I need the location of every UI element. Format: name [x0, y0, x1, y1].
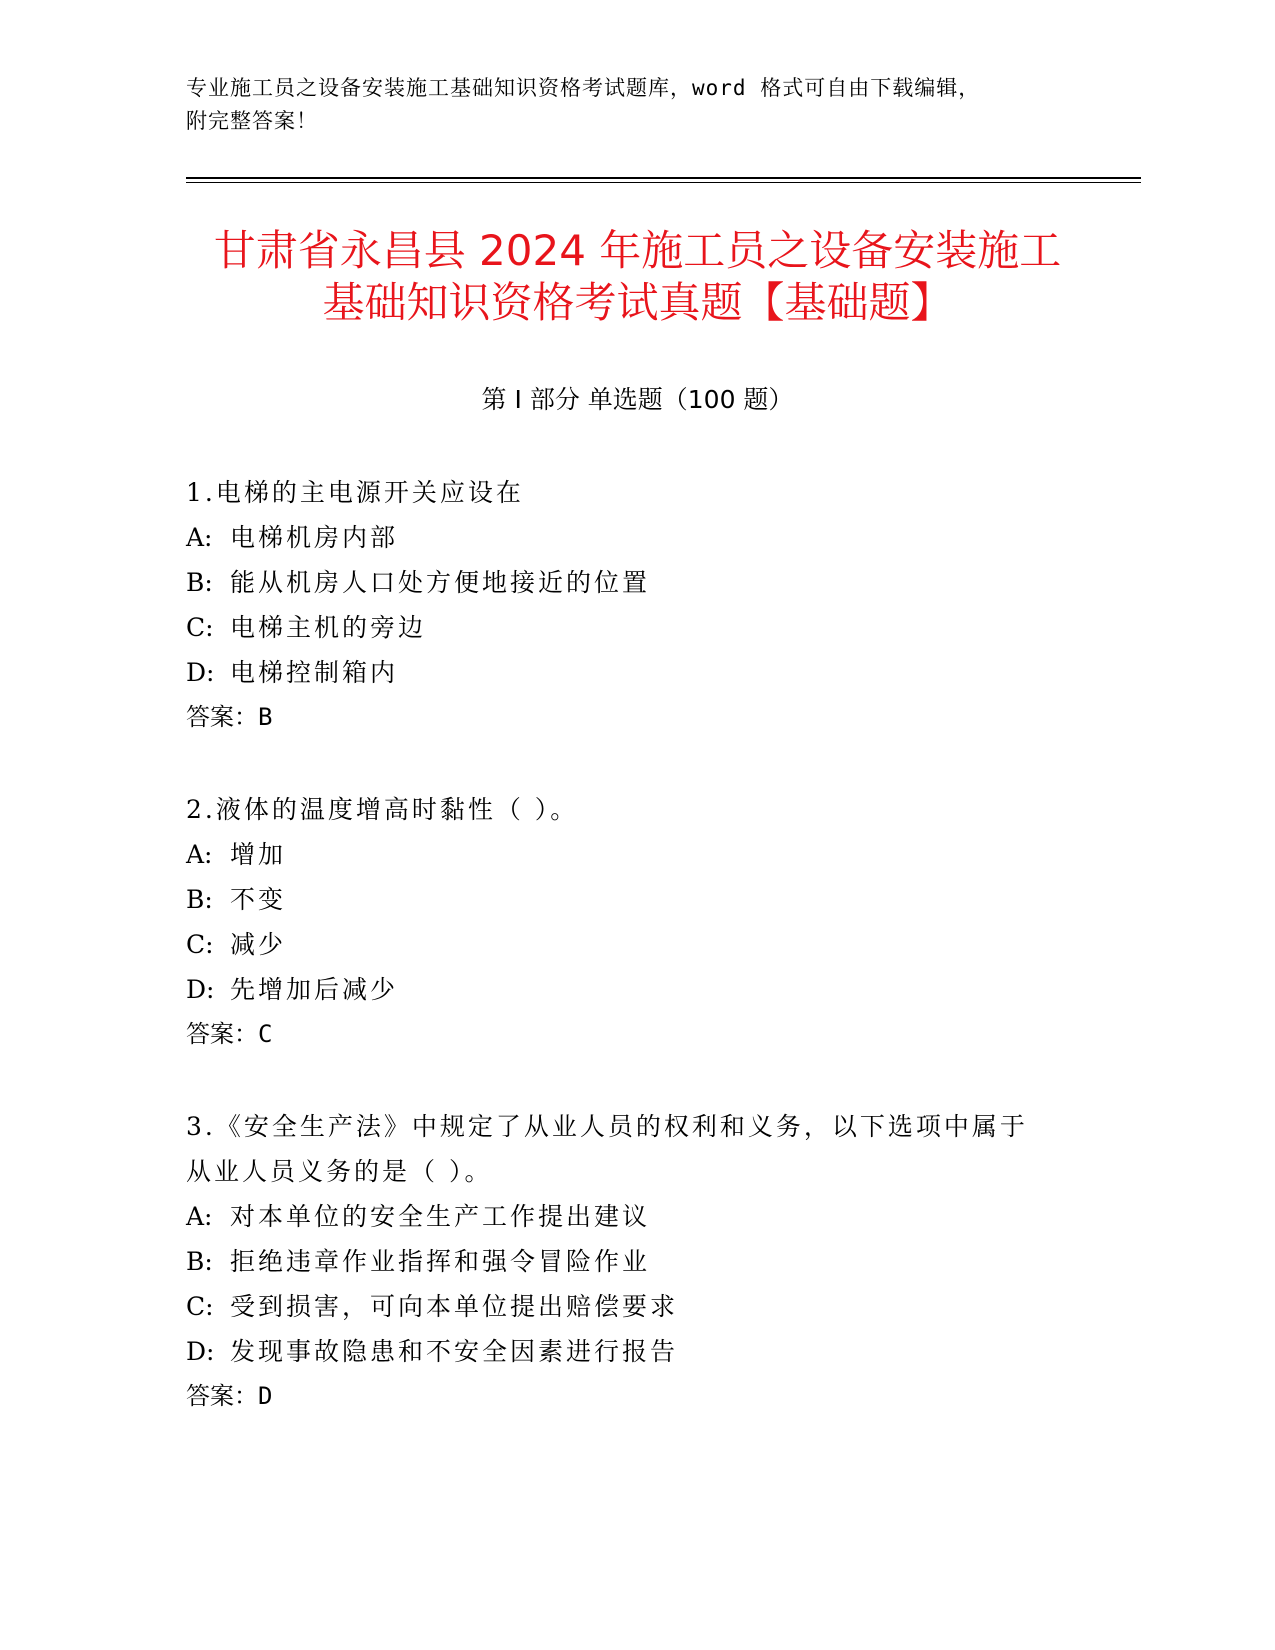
- option-letter: D:: [186, 975, 215, 1004]
- section-heading: 第 I 部分 单选题（100 题）: [481, 385, 794, 414]
- option-b: [186, 1239, 1066, 1284]
- option-text: 减少: [230, 930, 287, 959]
- option-text: 受到损害，可向本单位提出赔偿要求: [230, 1292, 679, 1321]
- option-letter: D:: [186, 658, 215, 687]
- header-rule-thick: [186, 177, 1141, 179]
- answer: 答案：B: [186, 703, 273, 731]
- option-text: 电梯控制箱内: [230, 658, 399, 687]
- answer: 答案：C: [186, 1020, 273, 1048]
- option-b: [186, 560, 1066, 605]
- question-text: 1.电梯的主电源开关应设在: [186, 478, 524, 507]
- option-b: [186, 877, 1066, 922]
- option-letter: A:: [186, 1202, 213, 1231]
- option-c: [186, 605, 1066, 650]
- option-text: 增加: [230, 840, 287, 869]
- document-title: [150, 225, 1125, 329]
- option-text: 电梯主机的旁边: [230, 613, 427, 642]
- option-text: 电梯机房内部: [230, 523, 399, 552]
- option-letter: A:: [186, 840, 213, 869]
- question-text-continued: 从业人员义务的是（ ）。: [186, 1157, 493, 1186]
- option-a: [186, 1194, 1066, 1239]
- option-text: 能从机房人口处方便地接近的位置: [230, 568, 651, 597]
- question-1: [186, 470, 1066, 740]
- option-letter: B:: [186, 885, 213, 914]
- option-d: [186, 650, 1066, 695]
- option-letter: D:: [186, 1337, 215, 1366]
- option-c: [186, 1284, 1066, 1329]
- document-title-line-2: 基础知识资格考试真题【基础题】: [322, 278, 953, 327]
- header-note-line-2: 附完整答案！: [186, 109, 318, 133]
- option-letter: C:: [186, 1292, 214, 1321]
- option-letter: B:: [186, 568, 213, 597]
- question-2: [186, 787, 1066, 1057]
- header-note: [186, 72, 1086, 138]
- option-text: 发现事故隐患和不安全因素进行报告: [230, 1337, 679, 1366]
- option-letter: C:: [186, 613, 214, 642]
- option-text: 不变: [230, 885, 287, 914]
- option-a: [186, 515, 1066, 560]
- option-text: 先增加后减少: [230, 975, 399, 1004]
- header-rule-thin: [186, 182, 1141, 183]
- option-d: [186, 967, 1066, 1012]
- option-text: 对本单位的安全生产工作提出建议: [230, 1202, 651, 1231]
- option-text: 拒绝违章作业指挥和强令冒险作业: [230, 1247, 651, 1276]
- option-letter: C:: [186, 930, 214, 959]
- answer: 答案：D: [186, 1382, 273, 1410]
- option-letter: A:: [186, 523, 213, 552]
- question-text: 3.《安全生产法》中规定了从业人员的权利和义务，以下选项中属于: [186, 1112, 1028, 1141]
- header-note-line-1: 专业施工员之设备安装施工基础知识资格考试题库，word 格式可自由下载编辑，: [186, 76, 981, 100]
- question-list: [186, 470, 1066, 1466]
- question-3: [186, 1104, 1066, 1419]
- option-a: [186, 832, 1066, 877]
- option-d: [186, 1329, 1066, 1374]
- question-text: 2.液体的温度增高时黏性（ ）。: [186, 795, 579, 824]
- option-letter: B:: [186, 1247, 213, 1276]
- option-c: [186, 922, 1066, 967]
- document-title-line-1: 甘肃省永昌县 2024 年施工员之设备安装施工: [213, 226, 1062, 275]
